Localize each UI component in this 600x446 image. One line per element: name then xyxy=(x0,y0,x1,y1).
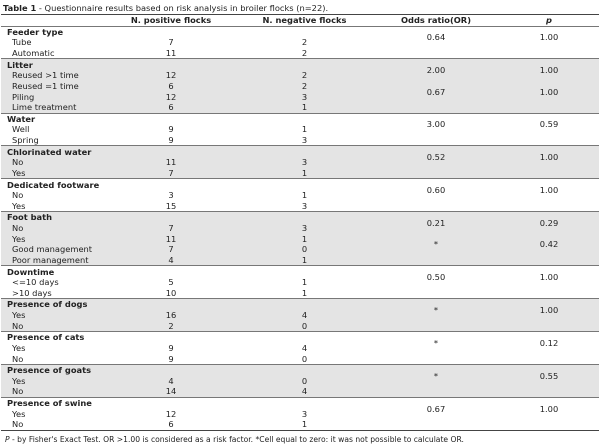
table-body xyxy=(1,26,599,430)
group-name: Chlorinated water xyxy=(1,146,106,157)
group-name: Downtime xyxy=(1,266,106,277)
odds-ratio: * xyxy=(433,239,439,250)
table-row xyxy=(1,408,599,419)
p-value-cell xyxy=(499,320,599,331)
negative-count: 2 xyxy=(236,81,373,92)
level-label: <=10 days xyxy=(12,277,59,288)
level-label: Tube xyxy=(12,37,32,48)
negative-count: 4 xyxy=(236,386,373,397)
odds-ratio-cell xyxy=(373,65,499,81)
negative-count: 1 xyxy=(301,190,308,201)
positive-count: 16 xyxy=(106,310,236,321)
odds-ratio-cell xyxy=(373,370,499,387)
group-name: Water xyxy=(1,113,106,124)
odds-ratio-cell xyxy=(373,403,499,419)
odds-ratio-cell xyxy=(373,218,499,234)
level-label: Poor management xyxy=(1,255,106,266)
level-label: Lime treatment xyxy=(1,102,106,113)
odds-ratio: 0.67 xyxy=(426,403,446,414)
table-row xyxy=(1,386,599,397)
p-value-cell xyxy=(499,65,599,81)
p-value: 0.59 xyxy=(539,119,559,130)
p-value: 1.00 xyxy=(539,272,559,283)
table-row xyxy=(1,376,599,387)
positive-count: 11 xyxy=(106,233,236,244)
odds-ratio: 0.50 xyxy=(426,272,446,283)
positive-count: 9 xyxy=(168,353,174,364)
table-row xyxy=(1,310,599,321)
odds-ratio-cell xyxy=(373,86,499,102)
table-row xyxy=(1,135,599,146)
positive-count: 15 xyxy=(165,200,177,211)
positive-count: 9 xyxy=(168,135,174,146)
p-value-cell xyxy=(499,403,599,419)
level-label: Yes xyxy=(12,342,26,353)
odds-ratio-cell xyxy=(373,288,499,299)
negative-count: 0 xyxy=(236,320,373,331)
level-label: Automatic xyxy=(12,48,55,59)
group-name: Presence of swine xyxy=(1,397,106,408)
positive-count: 11 xyxy=(165,48,177,59)
p-value-cell xyxy=(499,102,599,113)
level-label: No xyxy=(12,353,24,364)
group-header-row xyxy=(1,146,599,157)
group-header-row xyxy=(1,299,599,310)
table-footnote xyxy=(5,435,464,444)
level-label: Reused >1 time xyxy=(1,70,106,81)
table-row xyxy=(1,419,599,430)
odds-ratio-cell xyxy=(373,255,499,266)
group-header-row xyxy=(1,113,599,124)
odds-ratio: * xyxy=(433,337,439,348)
p-value: 1.00 xyxy=(539,403,559,414)
p-value-cell xyxy=(499,370,599,387)
caption-text: - Questionnaire results based on risk analysis in broiler flocks (n=22). xyxy=(36,3,329,13)
odds-ratio-cell xyxy=(373,386,499,397)
p-value: 1.00 xyxy=(539,86,559,97)
p-value-cell xyxy=(499,152,599,168)
footnote-p-symbol: P xyxy=(5,435,10,444)
table-row xyxy=(1,233,599,244)
caption-label: Table 1 xyxy=(3,3,37,13)
positive-count: 6 xyxy=(106,419,236,430)
group-header-row xyxy=(1,397,599,408)
odds-ratio-cell xyxy=(373,135,499,146)
negative-count: 3 xyxy=(236,91,373,102)
negative-count: 1 xyxy=(236,419,373,430)
p-value-cell xyxy=(499,218,599,234)
results-table xyxy=(1,14,599,431)
negative-count: 0 xyxy=(236,244,373,255)
positive-count: 9 xyxy=(168,124,174,135)
p-value: 1.00 xyxy=(539,65,559,76)
table-row xyxy=(1,223,599,234)
odds-ratio-cell xyxy=(373,353,499,364)
table-row xyxy=(1,168,599,179)
p-value: 0.12 xyxy=(539,337,559,348)
odds-ratio-cell xyxy=(373,272,499,288)
positive-count: 7 xyxy=(106,168,236,179)
p-value-cell xyxy=(499,201,599,212)
header-variable xyxy=(1,15,106,27)
table-row xyxy=(1,277,599,288)
header-negative-flocks: N. negative flocks xyxy=(236,15,373,27)
table-row xyxy=(1,124,599,135)
negative-count: 2 xyxy=(236,70,373,81)
header-positive-flocks: N. positive flocks xyxy=(106,15,236,27)
positive-count: 6 xyxy=(106,102,236,113)
p-value: 1.00 xyxy=(539,185,559,196)
positive-count: 4 xyxy=(106,255,236,266)
p-value-cell xyxy=(499,353,599,364)
group-name: Presence of dogs xyxy=(1,299,106,310)
odds-ratio-cell xyxy=(373,239,499,255)
p-value: 0.55 xyxy=(539,370,559,381)
odds-ratio: * xyxy=(433,305,439,316)
odds-ratio-cell xyxy=(373,201,499,212)
table-row xyxy=(1,255,599,266)
p-value: 1.00 xyxy=(539,32,559,43)
negative-count: 3 xyxy=(301,408,308,419)
level-label: No xyxy=(1,223,106,234)
negative-count: 3 xyxy=(301,135,308,146)
level-label: Good management xyxy=(1,244,106,255)
level-label: Yes xyxy=(1,310,106,321)
negative-count: 4 xyxy=(301,342,308,353)
table-row xyxy=(1,37,599,48)
negative-count: 3 xyxy=(301,200,308,211)
odds-ratio-cell xyxy=(373,102,499,113)
negative-count: 4 xyxy=(236,310,373,321)
positive-count: 2 xyxy=(106,320,236,331)
p-value-cell xyxy=(499,168,599,179)
level-label: No xyxy=(1,386,106,397)
negative-count: 2 xyxy=(301,48,308,59)
footnote-text: - by Fisher's Exact Test. OR >1.00 is considered as a risk factor. *Cell equal to zero: it was not possible to calculate OR. xyxy=(9,435,464,444)
positive-count: 9 xyxy=(168,342,174,353)
odds-ratio-cell xyxy=(373,185,499,201)
group-name: Foot bath xyxy=(1,212,106,223)
p-value-cell xyxy=(499,337,599,354)
negative-count: 1 xyxy=(301,277,308,288)
group-header-row xyxy=(1,212,599,223)
level-label: Spring xyxy=(12,135,39,146)
table-row xyxy=(1,102,599,113)
p-value-cell xyxy=(499,48,599,59)
table-row xyxy=(1,353,599,364)
positive-count: 12 xyxy=(165,408,177,419)
positive-count: 14 xyxy=(106,386,236,397)
table-row xyxy=(1,320,599,331)
positive-count: 4 xyxy=(106,376,236,387)
table-row xyxy=(1,70,599,81)
level-label: Piling xyxy=(1,91,106,102)
p-value: 1.00 xyxy=(539,152,559,163)
group-name: Dedicated footware xyxy=(1,179,106,190)
group-name: Presence of goats xyxy=(1,364,106,375)
table-row xyxy=(1,190,599,201)
table-row xyxy=(1,91,599,102)
odds-ratio: 3.00 xyxy=(426,119,446,130)
negative-count: 0 xyxy=(236,376,373,387)
level-label: Yes xyxy=(1,233,106,244)
group-header-row xyxy=(1,332,599,343)
level-label: >10 days xyxy=(12,287,52,298)
table-row xyxy=(1,244,599,255)
group-name: Feeder type xyxy=(1,26,106,37)
odds-ratio-cell xyxy=(373,337,499,354)
level-label: Yes xyxy=(1,168,106,179)
positive-count: 10 xyxy=(165,287,177,298)
group-name: Litter xyxy=(1,59,106,70)
positive-count: 5 xyxy=(168,277,174,288)
table-row xyxy=(1,201,599,212)
p-value: 0.29 xyxy=(539,218,559,229)
p-value-cell xyxy=(499,305,599,321)
negative-count: 3 xyxy=(236,223,373,234)
p-value: 0.42 xyxy=(539,239,559,250)
odds-ratio: 0.64 xyxy=(426,32,446,43)
positive-count: 3 xyxy=(168,190,174,201)
positive-count: 6 xyxy=(106,81,236,92)
table-header-row xyxy=(1,15,599,27)
level-label: Reused =1 time xyxy=(1,81,106,92)
negative-count: 0 xyxy=(301,353,308,364)
level-label: No xyxy=(1,419,106,430)
level-label: Yes xyxy=(1,376,106,387)
negative-count: 2 xyxy=(301,37,308,48)
positive-count: 12 xyxy=(106,70,236,81)
group-header-row xyxy=(1,26,599,37)
positive-count: 7 xyxy=(106,244,236,255)
table-row xyxy=(1,48,599,59)
level-label: No xyxy=(1,157,106,168)
group-name: Presence of cats xyxy=(1,332,106,343)
odds-ratio-cell xyxy=(373,152,499,168)
negative-count: 3 xyxy=(236,157,373,168)
table-caption xyxy=(3,3,328,13)
group-header-row xyxy=(1,179,599,190)
positive-count: 7 xyxy=(106,223,236,234)
positive-count: 7 xyxy=(168,37,174,48)
odds-ratio: 0.60 xyxy=(426,185,446,196)
negative-count: 1 xyxy=(236,102,373,113)
positive-count: 12 xyxy=(106,91,236,102)
p-value-cell xyxy=(499,386,599,397)
p-value-cell xyxy=(499,86,599,102)
header-odds-ratio: Odds ratio(OR) xyxy=(373,15,499,27)
level-label: No xyxy=(1,320,106,331)
p-value-cell xyxy=(499,239,599,255)
odds-ratio-cell xyxy=(373,32,499,48)
odds-ratio-cell xyxy=(373,48,499,59)
group-header-row xyxy=(1,364,599,375)
group-header-row xyxy=(1,266,599,277)
level-label: Yes xyxy=(12,200,26,211)
p-value-cell xyxy=(499,288,599,299)
negative-count: 1 xyxy=(236,233,373,244)
negative-count: 1 xyxy=(236,168,373,179)
odds-ratio-cell xyxy=(373,305,499,321)
negative-count: 1 xyxy=(301,287,308,298)
odds-ratio: * xyxy=(433,370,439,381)
p-value-cell xyxy=(499,419,599,430)
level-label: Yes xyxy=(12,408,26,419)
p-value-cell xyxy=(499,119,599,135)
table-row xyxy=(1,288,599,299)
header-p-value: p xyxy=(499,15,599,27)
odds-ratio-cell xyxy=(373,419,499,430)
table-row xyxy=(1,157,599,168)
group-header-row xyxy=(1,59,599,70)
negative-count: 1 xyxy=(301,124,308,135)
odds-ratio-cell xyxy=(373,119,499,135)
p-value-cell xyxy=(499,32,599,48)
table-row xyxy=(1,81,599,92)
odds-ratio-cell xyxy=(373,168,499,179)
level-label: Well xyxy=(12,124,30,135)
p-value: 1.00 xyxy=(539,305,559,316)
negative-count: 1 xyxy=(236,255,373,266)
positive-count: 11 xyxy=(106,157,236,168)
p-value-cell xyxy=(499,255,599,266)
p-value-cell xyxy=(499,135,599,146)
level-label: No xyxy=(12,190,24,201)
odds-ratio: 2.00 xyxy=(426,65,446,76)
p-value-cell xyxy=(499,272,599,288)
p-value-cell xyxy=(499,185,599,201)
table-row xyxy=(1,343,599,354)
odds-ratio: 0.52 xyxy=(426,152,446,163)
odds-ratio: 0.21 xyxy=(426,218,446,229)
odds-ratio: 0.67 xyxy=(426,86,446,97)
odds-ratio-cell xyxy=(373,320,499,331)
